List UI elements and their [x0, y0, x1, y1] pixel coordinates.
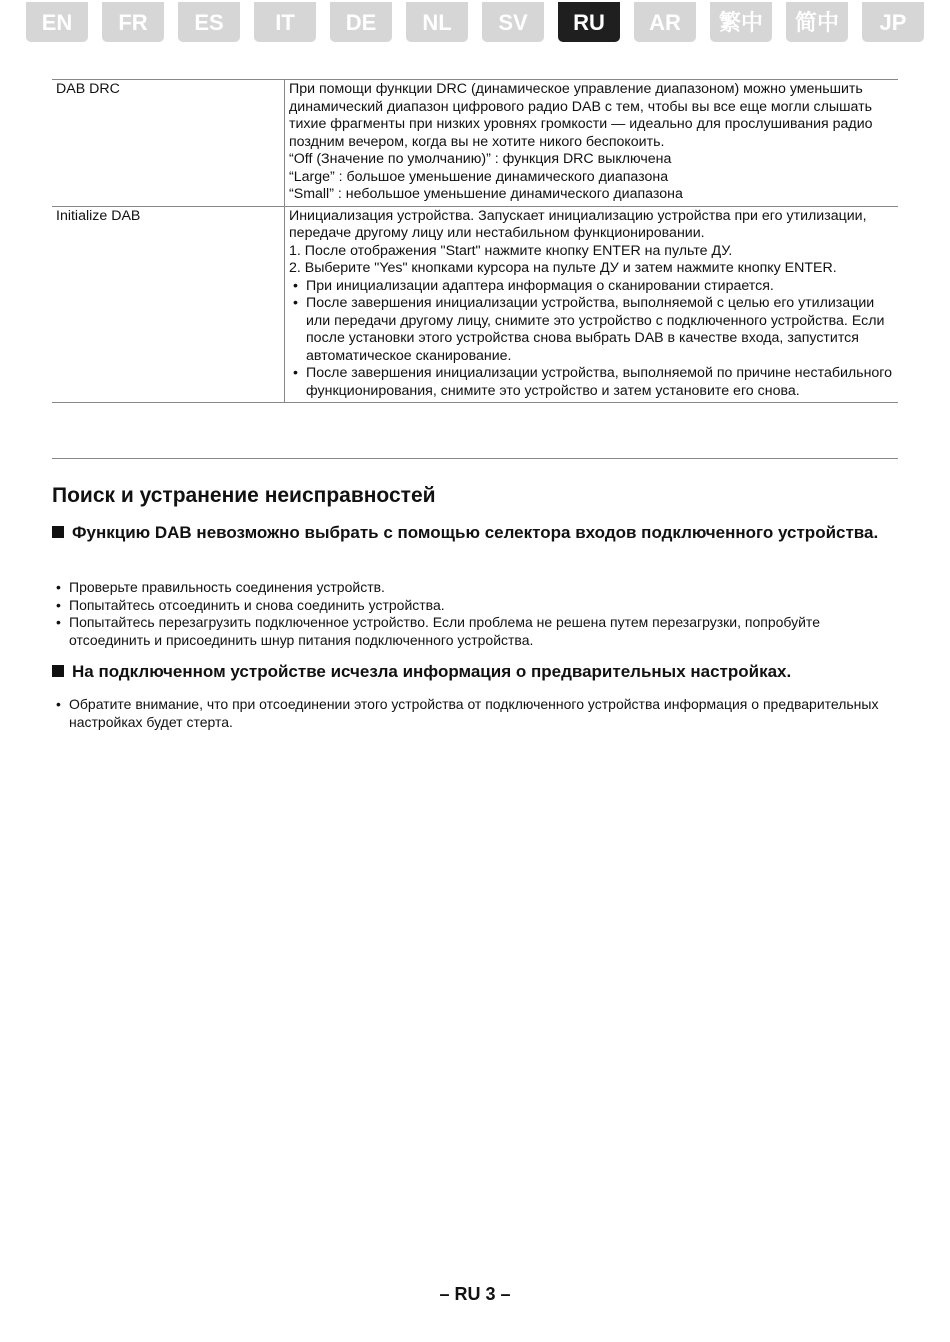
tab-de[interactable]: DE — [330, 2, 392, 42]
setting-name: DAB DRC — [52, 80, 285, 207]
description-line: Инициализация устройства. Запускает инициализацию устройства при его утилизации, — [289, 207, 867, 224]
section-title: Поиск и устранение неисправностей — [52, 484, 436, 507]
list-item — [52, 614, 898, 649]
tab-fr[interactable]: FR — [102, 2, 164, 42]
bullet-icon: • — [56, 696, 61, 712]
tab-it[interactable]: IT — [254, 2, 316, 42]
option-line: “Small” : небольшое уменьшение динамического диапазона — [289, 186, 683, 202]
issue-solution-list — [52, 696, 898, 731]
list-item — [52, 696, 898, 731]
square-bullet-icon — [52, 526, 64, 538]
bullet-icon: • — [56, 579, 61, 595]
page-number: – RU 3 – — [439, 1284, 511, 1304]
list-item — [52, 597, 898, 615]
tab-ru[interactable]: RU — [558, 2, 620, 42]
table-row — [52, 80, 898, 207]
bullet-icon: • — [56, 596, 61, 613]
tab-ar[interactable]: AR — [634, 2, 696, 42]
tab-jp[interactable]: JP — [862, 2, 924, 42]
bullet-icon: • — [56, 614, 61, 630]
description-line: динамический диапазон цифрового радио DAB с тем, чтобы вы все еще могли слышать — [289, 98, 872, 115]
list-item-text: Попытайтесь отсоединить и снова соединить устройства. — [69, 596, 445, 613]
step-line: 2. Выберите "Yes" кнопками курсора на пульте ДУ и затем нажмите кнопку ENTER. — [289, 260, 837, 276]
list-item-text: Обратите внимание, что при отсоединении этого устройства от подключенного устройства информация о предварительных настройках будет стерта. — [69, 696, 879, 730]
bullet-icon: • — [293, 295, 298, 311]
language-tabs — [26, 2, 926, 43]
issue-heading-text: Функцию DAB невозможно выбрать с помощью селектора входов подключенного устройства. — [72, 523, 879, 542]
description-line: поздним вечером, когда вы не хотите никого беспокоить. — [289, 133, 665, 150]
option-line: “Large” : большое уменьшение динамического диапазона — [289, 168, 669, 185]
tab-es[interactable]: ES — [178, 2, 240, 42]
tab-zh-simplified[interactable]: 简中 — [786, 2, 848, 42]
bullet-icon: • — [293, 365, 298, 381]
settings-table — [52, 79, 898, 403]
note-text: При инициализации адаптера информация о сканировании стирается. — [306, 277, 774, 294]
description-line: При помощи функции DRC (динамическое управление диапазоном) можно уменьшить — [289, 81, 863, 97]
setting-description — [285, 80, 899, 207]
step-line: 1. После отображения "Start" нажмите кнопку ENTER на пульте ДУ. — [289, 242, 733, 259]
section-divider — [52, 458, 898, 459]
bullet-icon: • — [293, 277, 298, 294]
setting-name: Initialize DAB — [52, 206, 285, 403]
note-item — [289, 365, 894, 400]
option-line: “Off (Значение по умолчанию)” : функция DRC выключена — [289, 151, 672, 167]
note-item — [289, 278, 894, 296]
description-line: тихие фрагменты при низких уровнях громкости — идеально для прослушивания радио — [289, 116, 873, 132]
tab-sv[interactable]: SV — [482, 2, 544, 42]
list-item-text: Проверьте правильность соединения устройств. — [69, 579, 385, 595]
issue-heading-text: На подключенном устройстве исчезла информация о предварительных настройках. — [72, 662, 792, 681]
tab-nl[interactable]: NL — [406, 2, 468, 42]
setting-description — [285, 206, 899, 403]
list-item-text: Попытайтесь перезагрузить подключенное устройство. Если проблема не решена путем перезагрузки, попробуйте отсоединить и присоединить шнур питания подключенного устройства. — [69, 614, 820, 648]
description-line: передаче другому лицу или нестабильном функционировании. — [289, 225, 705, 241]
note-text: После завершения инициализации устройства, выполняемой по причине нестабильного функционирования, снимите это устройство и затем установите его снова. — [306, 365, 893, 399]
square-bullet-icon — [52, 665, 64, 677]
issue-heading — [52, 661, 898, 683]
tab-en[interactable]: EN — [26, 2, 88, 42]
issue-heading — [52, 522, 898, 544]
note-item — [289, 295, 894, 365]
tab-zh-traditional[interactable]: 繁中 — [710, 2, 772, 42]
note-text: После завершения инициализации устройства, выполняемой с целью его утилизации или передачи другому лицу, снимите это устройство с подключенного устройства. Если после установки этого устройства снова выбрать DAB в качестве входа, запустится автоматическое сканирование. — [306, 295, 885, 364]
list-item — [52, 579, 898, 597]
table-row — [52, 206, 898, 403]
issue-solution-list — [52, 579, 898, 649]
